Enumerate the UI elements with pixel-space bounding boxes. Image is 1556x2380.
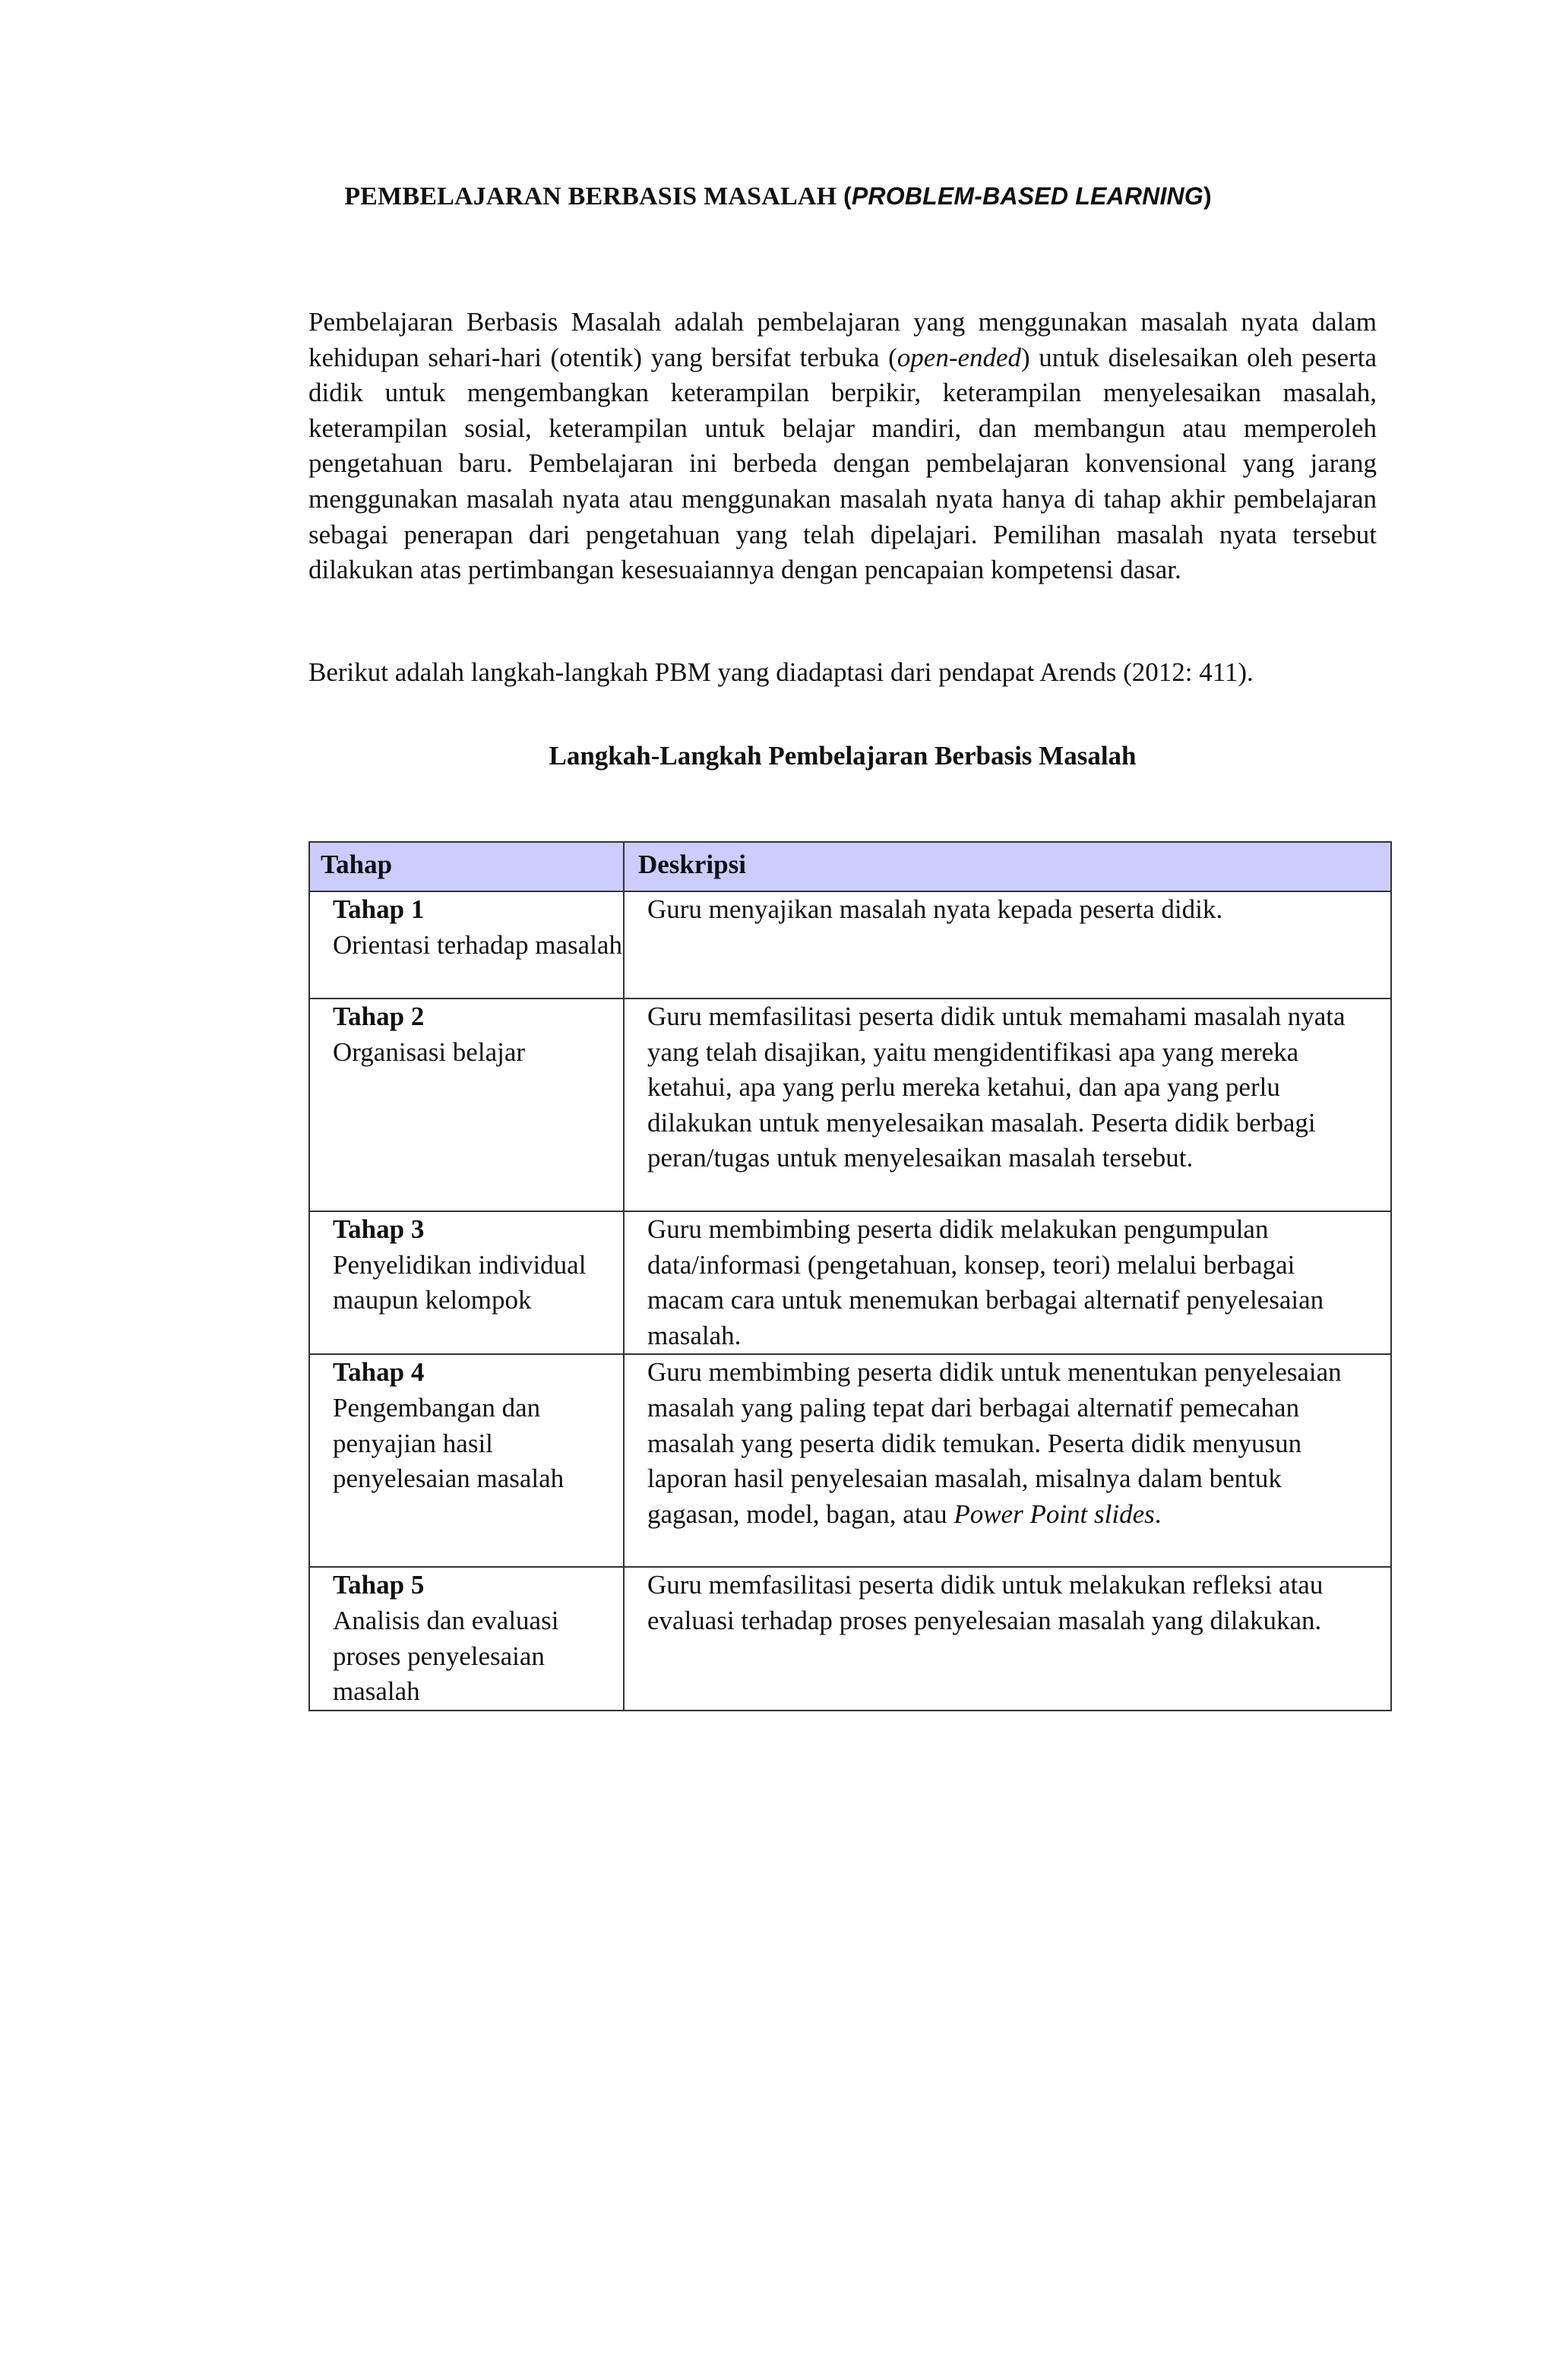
title-english: PROBLEM-BASED LEARNING — [851, 182, 1203, 210]
title-main: PEMBELAJARAN BERBASIS MASALAH — [344, 182, 837, 210]
table-row — [309, 891, 1391, 999]
steps-intro-paragraph: Berikut adalah langkah-langkah PBM yang diadaptasi dari pendapat Arends (2012: 411). — [308, 657, 1254, 687]
stage-number: Tahap 1 — [333, 894, 425, 924]
document-title — [0, 182, 1556, 211]
stage-title: Pengembangan dan penyajian hasil penyelesaian masalah — [333, 1392, 565, 1494]
stage-cell — [309, 1567, 624, 1710]
title-close-paren: ) — [1203, 182, 1212, 210]
stage-description: Guru membimbing peserta didik melakukan pengumpulan data/informasi (pengetahuan, konsep, teori) melalui berbagai macam cara untuk menemukan berbagai alternatif penyelesaian masalah. — [647, 1214, 1324, 1350]
header-tahap: Tahap — [309, 842, 624, 891]
intro-text-start: Pembelajaran Berbasis Masalah adalah pembelajaran yang menggunakan masalah nyata dalam kehidupan sehari-hari (otentik) yang bersifat terbuka ( — [308, 307, 1377, 372]
stage-number: Tahap 2 — [333, 1002, 425, 1031]
table-row — [309, 1354, 1391, 1567]
stage-title: Orientasi terhadap masalah — [333, 929, 622, 960]
stage-description-italic: Power Point slides — [954, 1499, 1155, 1529]
stage-cell — [309, 1354, 624, 1567]
stage-title: Penyelidikan individual maupun kelompok — [333, 1249, 587, 1315]
stage-cell — [309, 1211, 624, 1354]
table-row — [309, 1567, 1391, 1710]
stage-description-start: Guru membimbing peserta didik untuk menentukan penyelesaian masalah yang paling tepat dari berbagai alternatif pemecahan masalah yang peserta didik temukan. Peserta didik menyusun laporan hasil penyelesaian masalah, misalnya dalam bentuk gagasan, model, bagan, atau — [647, 1357, 1342, 1529]
header-deskripsi: Deskripsi — [624, 842, 1391, 891]
intro-text-italic: open-ended — [897, 342, 1022, 372]
stage-number: Tahap 3 — [333, 1214, 425, 1244]
stage-description: Guru menyajikan masalah nyata kepada peserta didik. — [647, 894, 1223, 924]
table-row — [309, 999, 1391, 1211]
stage-title: Analisis dan evaluasi proses penyelesaian masalah — [333, 1605, 559, 1707]
stage-number: Tahap 4 — [333, 1357, 425, 1388]
stage-description: Guru memfasilitasi peserta didik untuk melakukan refleksi atau evaluasi terhadap proses penyelesaian masalah yang dilakukan. — [647, 1570, 1324, 1635]
description-cell — [624, 891, 1391, 999]
table-row — [309, 1211, 1391, 1354]
title-open-paren: ( — [843, 182, 852, 210]
description-cell — [624, 1211, 1391, 1354]
intro-paragraph — [308, 305, 1377, 588]
intro-text-end: ) untuk diselesaikan oleh peserta didik untuk mengembangkan keterampilan berpikir, keterampilan menyelesaikan masalah, keterampilan sosial, keterampilan untuk belajar mandiri, dan membangun atau memperoleh pengetahuan baru. Pembelajaran ini berbeda dengan pembelajaran konvensional yang jarang menggunakan masalah nyata atau menggunakan masalah nyata hanya di tahap akhir pembelajaran sebagai penerapan dari pengetahuan yang telah dipelajari. Pemilihan masalah nyata tersebut dilakukan atas pertimbangan kesesuaiannya dengan pencapaian kompetensi dasar. — [308, 342, 1377, 585]
description-cell — [624, 999, 1391, 1211]
stage-cell — [309, 999, 624, 1211]
table-header-row — [309, 842, 1391, 891]
stage-description — [647, 1355, 1378, 1532]
stage-cell — [309, 891, 624, 999]
description-cell — [624, 1567, 1391, 1710]
stage-description-end: . — [1154, 1499, 1162, 1529]
steps-table — [308, 841, 1392, 1711]
stage-title: Organisasi belajar — [333, 1037, 526, 1067]
table-caption: Langkah-Langkah Pembelajaran Berbasis Masalah — [549, 741, 1137, 771]
description-cell — [624, 1354, 1391, 1567]
stage-description: Guru memfasilitasi peserta didik untuk memahami masalah nyata yang telah disajikan, yaitu mengidentifikasi apa yang mereka ketahui, apa yang perlu mereka ketahui, dan apa yang perlu dilakukan untuk menyelesaikan masalah. Peserta didik berbagi peran/tugas untuk menyelesaikan masalah tersebut. — [647, 1002, 1346, 1173]
stage-number: Tahap 5 — [333, 1570, 425, 1600]
